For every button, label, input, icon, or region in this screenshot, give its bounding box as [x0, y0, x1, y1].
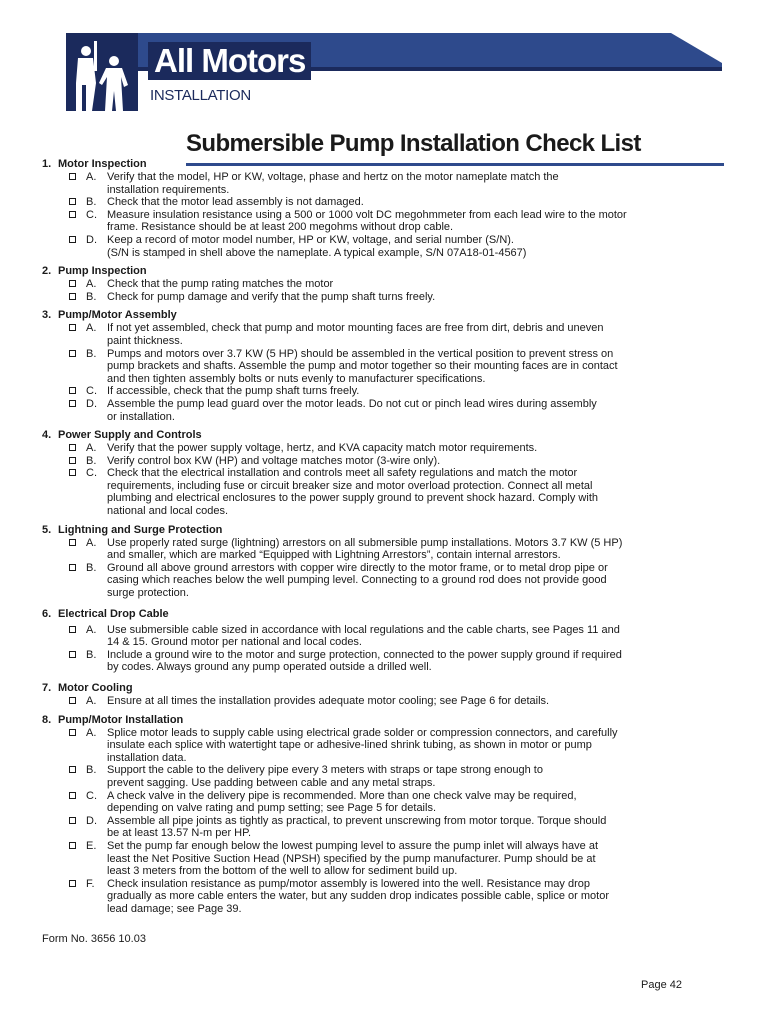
item-text-line: Check for pump damage and verify that the pump shaft turns freely. [107, 290, 436, 303]
checklist-section [42, 261, 702, 303]
section-heading [42, 264, 702, 278]
section-title: Pump/Motor Installation [58, 713, 184, 726]
checkbox[interactable] [69, 766, 76, 773]
section-title: Lightning and Surge Protection [58, 523, 223, 536]
item-letter: A. [86, 726, 97, 739]
item-letter: A. [86, 623, 97, 636]
item-letter: B. [86, 648, 97, 661]
checklist-item [42, 455, 702, 468]
item-text-line: least 3 meters from the bottom of the well to allow for sediment build up. [107, 865, 458, 878]
checklist-item [42, 537, 702, 562]
checklist-item [42, 171, 702, 196]
item-letter: A. [86, 442, 97, 455]
item-text-line: Ensure at all times the installation provides adequate motor cooling; see Page 6 for details. [107, 695, 550, 707]
item-letter: A. [86, 536, 97, 549]
checklist-item [42, 790, 702, 815]
item-text-line: Include a ground wire to the motor and surge protection, connected to the power supply ground if required [107, 648, 622, 661]
checklist-item [42, 467, 702, 517]
checkbox[interactable] [69, 880, 76, 887]
item-text-line: and then tighten assembly bolts or nuts evenly to manufacturer specifications. [107, 372, 486, 385]
item-text-line: Verify control box KW (HP) and voltage matches motor (3-wire only). [107, 454, 441, 467]
item-text-line: Measure insulation resistance using a 500 or 1000 volt DC megohmmeter from each lead wire to the motor [107, 208, 627, 221]
item-text-line: casing which reaches below the well pumping level. Connecting to a ground rod does not provide good [107, 574, 607, 587]
item-text-line: Check that the pump rating matches the motor [107, 278, 334, 291]
item-text-line: Assemble the pump lead guard over the motor leads. Do not cut or pinch lead wires during assembly [107, 397, 597, 410]
item-text-line: A check valve in the delivery pipe is recommended. More than one check valve may be required, [107, 789, 577, 802]
checkbox[interactable] [69, 293, 76, 300]
brand-subtitle: INSTALLATION [150, 87, 251, 104]
section-title: Power Supply and Controls [58, 429, 202, 442]
item-text-line: Verify that the model, HP or KW, voltage, phase and hertz on the motor nameplate match the [107, 171, 559, 183]
item-text-line: paint thickness. [107, 334, 183, 347]
item-text-line: or installation. [107, 410, 175, 423]
item-text-line: Check that the motor lead assembly is not damaged. [107, 196, 364, 209]
section-heading [42, 308, 702, 322]
checklist-item [42, 764, 702, 789]
checkbox[interactable] [69, 469, 76, 476]
checkbox[interactable] [69, 173, 76, 180]
checkbox[interactable] [69, 539, 76, 546]
checkbox[interactable] [69, 564, 76, 571]
checkbox[interactable] [69, 729, 76, 736]
checklist-item [42, 398, 702, 423]
item-text-line: prevent sagging. Use padding between cable and any metal straps. [107, 776, 436, 789]
checklist-section [42, 305, 702, 423]
checkbox[interactable] [69, 236, 76, 243]
item-text-line: installation requirements. [107, 183, 230, 196]
section-title: Pump Inspection [58, 265, 147, 278]
checkbox[interactable] [69, 198, 76, 205]
section-heading [42, 607, 702, 621]
section-heading [42, 428, 702, 442]
item-letter: F. [86, 877, 95, 890]
item-text-line: by codes. Always ground any pump operated outside a drilled well. [107, 661, 432, 674]
section-number: 3. [42, 309, 52, 322]
item-letter: A. [86, 695, 97, 707]
checklist-item [42, 278, 702, 291]
item-text-line: lead damage; see Page 39. [107, 902, 242, 915]
item-text-line: and smaller, which are marked “Equipped with Lightning Arrestors”, contain internal arrestors. [107, 549, 561, 562]
section-number: 2. [42, 265, 52, 278]
item-text-line: Assemble all pipe joints as tightly as practical, to prevent unscrewing from motor torque. Torque should [107, 814, 607, 827]
checkbox[interactable] [69, 387, 76, 394]
item-text-line: pump brackets and shafts. Assemble the pump and motor together so their mounting faces are in contact [107, 360, 618, 373]
checklist-item [42, 649, 702, 674]
page-title: Submersible Pump Installation Check List [186, 130, 641, 157]
brand-title: All Motors [148, 42, 311, 80]
checklist-item [42, 840, 702, 878]
item-letter: B. [86, 196, 97, 209]
checklist-item [42, 815, 702, 840]
section-heading [42, 713, 702, 727]
checkbox[interactable] [69, 350, 76, 357]
item-letter: D. [86, 233, 97, 246]
item-text-line: installation data. [107, 751, 187, 764]
item-text-line: surge protection. [107, 587, 189, 600]
checkbox[interactable] [69, 697, 76, 704]
item-letter: B. [86, 347, 97, 360]
checklist-section [42, 710, 702, 916]
item-letter: C. [86, 789, 97, 802]
item-letter: B. [86, 454, 97, 467]
checklist-item [42, 385, 702, 398]
item-text-line: Set the pump far enough below the lowest pumping level to assure the pump inlet will always have at [107, 839, 599, 852]
checklist-item [42, 209, 702, 234]
checkbox[interactable] [69, 626, 76, 633]
item-text-line: Use submersible cable sized in accordance with local regulations and the cable charts, see Pages 11 and [107, 623, 620, 636]
item-text-line: requirements, including fuse or circuit breaker size and motor overload protection. Connect all metal [107, 479, 593, 492]
checklist-item [42, 234, 702, 259]
form-number: Form No. 3656 10.03 [42, 933, 146, 945]
item-text-line: (S/N is stamped in shell above the nameplate. A typical example, S/N 07A18-01-4567) [107, 246, 527, 259]
checklist-item [42, 442, 702, 455]
item-text-line: Support the cable to the delivery pipe every 3 meters with straps or tape strong enough to [107, 764, 543, 777]
page-number: Page 42 [641, 979, 682, 991]
checkbox[interactable] [69, 211, 76, 218]
checkbox[interactable] [69, 792, 76, 799]
checkbox[interactable] [69, 280, 76, 287]
item-text-line: Use properly rated surge (lightning) arrestors on all submersible pump installations. Motors 3.7 KW (5 HP) [107, 536, 623, 549]
section-title: Electrical Drop Cable [58, 607, 169, 620]
section-number: 4. [42, 429, 52, 442]
checklist-item [42, 878, 702, 916]
item-text-line: be at least 13.57 N-m per HP. [107, 827, 252, 840]
checkbox[interactable] [69, 444, 76, 451]
item-text-line: 14 & 15. Ground motor per national and local codes. [107, 636, 362, 649]
checklist-item [42, 196, 702, 209]
checklist [42, 157, 702, 918]
item-letter: A. [86, 171, 97, 183]
item-text-line: frame. Resistance should be at least 200 megohms without drop cable. [107, 221, 454, 234]
item-letter: A. [86, 322, 97, 335]
item-letter: B. [86, 290, 97, 303]
item-letter: C. [86, 385, 97, 398]
section-number: 1. [42, 158, 52, 170]
section-title: Pump/Motor Assembly [58, 309, 177, 322]
section-number: 8. [42, 713, 52, 726]
checklist-section [42, 676, 702, 708]
section-title: Motor Cooling [58, 682, 133, 694]
item-letter: B. [86, 561, 97, 574]
item-letter: D. [86, 814, 97, 827]
item-letter: C. [86, 208, 97, 221]
section-number: 5. [42, 523, 52, 536]
item-text-line: Verify that the power supply voltage, hertz, and KVA capacity match motor requirements. [107, 442, 538, 455]
item-text-line: plumbing and electrical enclosures to the power supply ground to prevent shock hazard. Comply with [107, 492, 598, 505]
checkbox[interactable] [69, 400, 76, 407]
item-text-line: Ground all above ground arrestors with copper wire directly to the motor frame, or to metal drop pipe or [107, 561, 608, 574]
checklist-item [42, 348, 702, 386]
checklist-item [42, 624, 702, 649]
checklist-item [42, 695, 702, 708]
item-text-line: Pumps and motors over 3.7 KW (5 HP) should be assembled in the vertical position to prevent stress on [107, 347, 614, 360]
checkbox[interactable] [69, 842, 76, 849]
item-text-line: Keep a record of motor model number, HP or KW, voltage, and serial number (S/N). [107, 233, 514, 246]
section-heading [42, 523, 702, 537]
section-number: 7. [42, 682, 52, 694]
item-letter: C. [86, 467, 97, 480]
item-text-line: least the Net Positive Suction Head (NPSH) specified by the pump manufacturer. Pump should be at [107, 852, 596, 865]
checkbox[interactable] [69, 817, 76, 824]
item-text-line: Check that the electrical installation and controls meet all safety regulations and match the motor [107, 467, 578, 480]
checklist-item [42, 562, 702, 600]
section-heading [42, 157, 702, 171]
item-text-line: depending on valve rating and pump setting; see Page 5 for details. [107, 802, 437, 815]
checkbox[interactable] [69, 324, 76, 331]
item-text-line: If not yet assembled, check that pump and motor mounting faces are free from dirt, debris and uneven [107, 322, 604, 335]
item-text-line: If accessible, check that the pump shaft turns freely. [107, 385, 360, 398]
item-letter: B. [86, 764, 97, 777]
checklist-item [42, 322, 702, 347]
checklist-section [42, 602, 702, 674]
checklist-section [42, 520, 702, 600]
checklist-item [42, 727, 702, 765]
item-text-line: gradually as more cable enters the water, but any sudden drop indicates possible cable, splice or motor [107, 890, 610, 903]
checklist-section [42, 425, 702, 518]
item-text-line: Check insulation resistance as pump/motor assembly is lowered into the well. Resistance may drop [107, 877, 590, 890]
checkbox[interactable] [69, 457, 76, 464]
checklist-item [42, 291, 702, 304]
checkbox[interactable] [69, 651, 76, 658]
item-text-line: national and local codes. [107, 505, 229, 518]
item-letter: E. [86, 839, 97, 852]
item-text-line: Splice motor leads to supply cable using electrical grade solder or compression connectors, and carefully [107, 726, 618, 739]
checklist-section [42, 157, 702, 259]
item-letter: D. [86, 397, 97, 410]
section-number: 6. [42, 607, 52, 620]
section-heading [42, 681, 702, 695]
section-title: Motor Inspection [58, 158, 147, 170]
item-letter: A. [86, 278, 97, 291]
item-text-line: insulate each splice with watertight tape or adhesive-lined shrink tubing, as shown in motor or pump [107, 739, 592, 752]
